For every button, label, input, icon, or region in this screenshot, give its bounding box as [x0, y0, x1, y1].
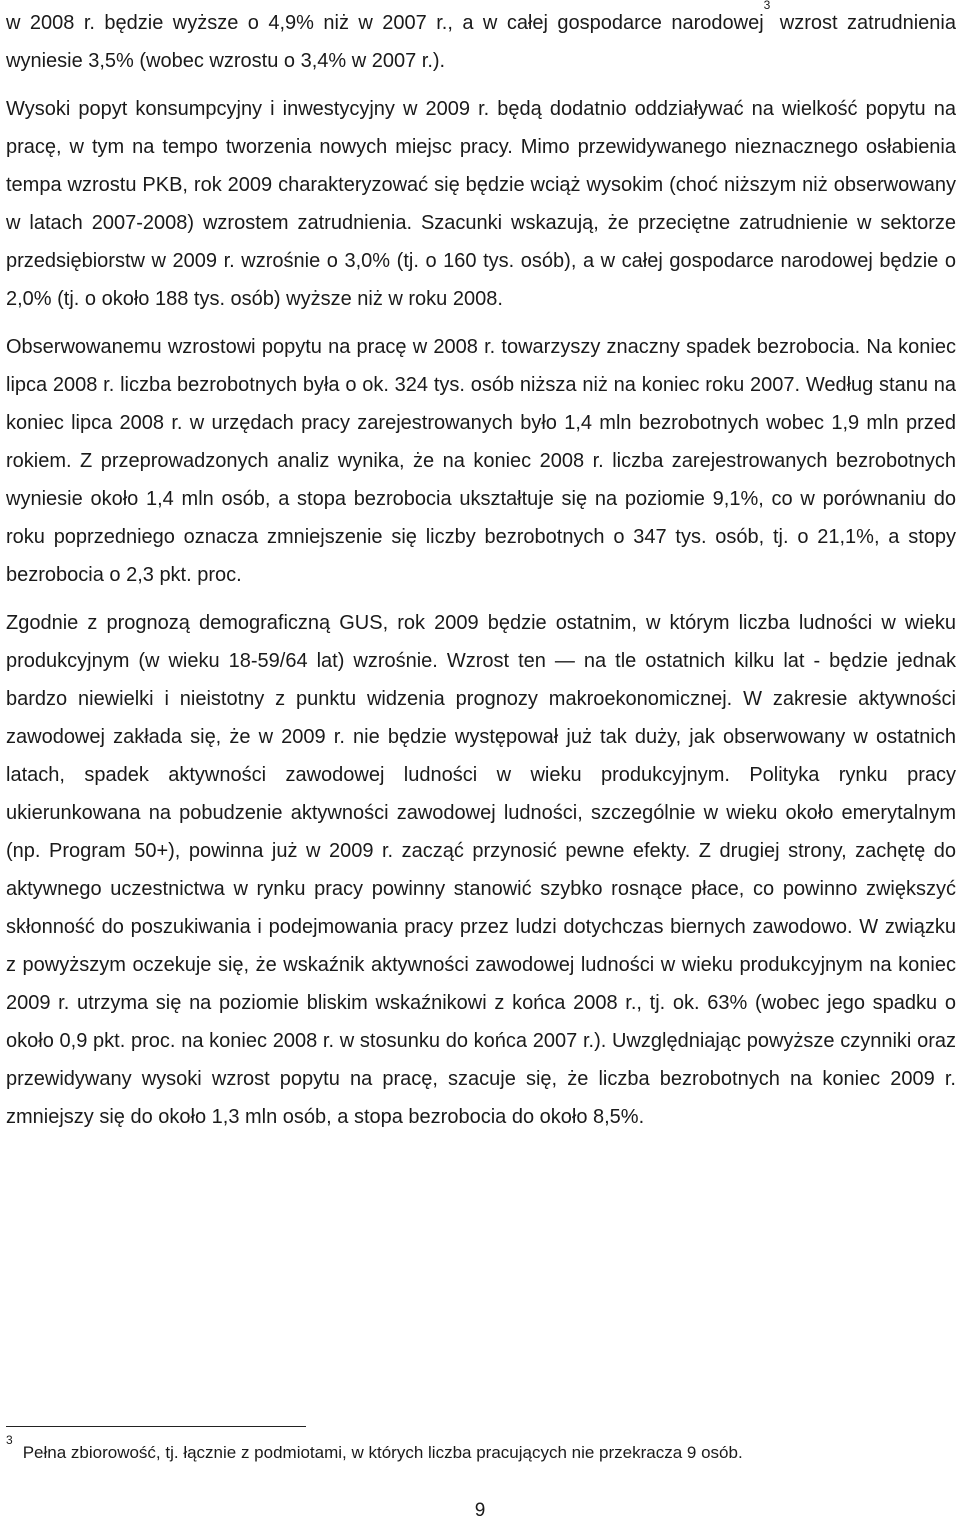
- footnote-text: Pełna zbiorowość, tj. łącznie z podmiotami, w których liczba pracujących nie przekracza 9 osób.: [22, 1443, 743, 1462]
- paragraph-labour-demand-2009: [6, 90, 956, 318]
- paragraph-unemployment: [6, 328, 956, 594]
- footnote: [6, 1433, 956, 1462]
- paragraph-demographic-forecast: [6, 604, 956, 1136]
- paragraph-text: Obserwowanemu wzrostowi popytu na pracę w 2008 r. towarzyszy znaczny spadek bezrobocia. Na koniec lipca 2008 r. liczba bezrobotnych była o ok. 324 tys. osób niższa niż na koniec roku 2007. Według stanu na koniec lipca 2008 r. w urzędach pracy zarejestrowanych było 1,4 mln bezrobotnych wobec 1,9 mln przed rokiem. Z przeprowadzonych analiz wynika, że na koniec 2008 r. liczba zarejestrowanych bezrobotnych wyniesie około 1,4 mln osób, a stopa bezrobocia ukształtuje się na poziomie 9,1%, co w porównaniu do roku poprzedniego oznacza zmniejszenie się liczby bezrobotnych o 347 tys. osób, tj. o 21,1%, a stopy bezrobocia o 2,3 pkt. proc.: [6, 336, 956, 586]
- paragraph-text: Wysoki popyt konsumpcyjny i inwestycyjny w 2009 r. będą dodatnio oddziaływać na wielkość popytu na pracę, w tym na tempo tworzenia nowych miejsc pracy. Mimo przewidywanego nieznacznego osłabienia tempa wzrostu PKB, rok 2009 charakteryzować się będzie wciąż wysokim (choć niższym niż obserwowany w latach 2007-2008) wzrostem zatrudnienia. Szacunki wskazują, że przeciętne zatrudnienie w sektorze przedsiębiorstw w 2009 r. wzrośnie o 3,0% (tj. o 160 tys. osób), a w całej gospodarce narodowej będzie o 2,0% (tj. o około 188 tys. osób) wyższe niż w roku 2008.: [6, 98, 956, 310]
- page-number: 9: [474, 1500, 486, 1521]
- paragraph-text: w 2008 r. będzie wyższe o 4,9% niż w 2007 r., a w całej gospodarce narodowej: [6, 12, 764, 34]
- paragraph-employment-2008: [6, 0, 956, 80]
- document-page: [6, 0, 956, 1136]
- footnote-separator: [6, 1426, 306, 1427]
- paragraph-text: Zgodnie z prognozą demograficzną GUS, rok 2009 będzie ostatnim, w którym liczba ludności w wieku produkcyjnym (w wieku 18-59/64 lat) wzrośnie. Wzrost ten — na tle ostatnich kilku lat - będzie jednak bardzo niewielki i nieistotny z punktu widzenia prognozy makroekonomicznej. W zakresie aktywności zawodowej zakłada się, że w 2009 r. nie będzie występował już tak duży, jak obserwowany w ostatnich latach, spadek aktywności zawodowej ludności w wieku produkcyjnym. Polityka rynku pracy ukierunkowana na pobudzenie aktywności zawodowej ludności, szczególnie w wieku około emerytalnym (np. Program 50+), powinna już w 2009 r. zacząć przynosić pewne efekty. Z drugiej strony, zachętę do aktywnego uczestnictwa w rynku pracy powinny stanowić szybko rosnące płace, co powinno zwiększyć skłonność do poszukiwania i podejmowania pracy przez ludzi dotychczas biernych zawodowo. W związku z powyższym oczekuje się, że wskaźnik aktywności zawodowej ludności w wieku produkcyjnym na koniec 2009 r. utrzyma się na poziomie bliskim wskaźnikowi z końca 2008 r., tj. ok. 63% (wobec jego spadku o około 0,9 pkt. proc. na koniec 2008 r. w stosunku do końca 2007 r.). Uwzględniając powyższe czynniki oraz przewidywany wysoki wzrost popytu na pracę, szacuje się, że liczba bezrobotnych na koniec 2009 r. zmniejszy się do około 1,3 mln osób, a stopa bezrobocia do około 8,5%.: [6, 612, 956, 1128]
- footnote-marker: 3: [6, 1433, 13, 1447]
- footnote-reference: 3: [763, 0, 771, 13]
- paragraph-text: wzrost zatrudnienia wyniesie 3,5% (wobec wzrostu o 3,4% w 2007 r.).: [6, 12, 956, 72]
